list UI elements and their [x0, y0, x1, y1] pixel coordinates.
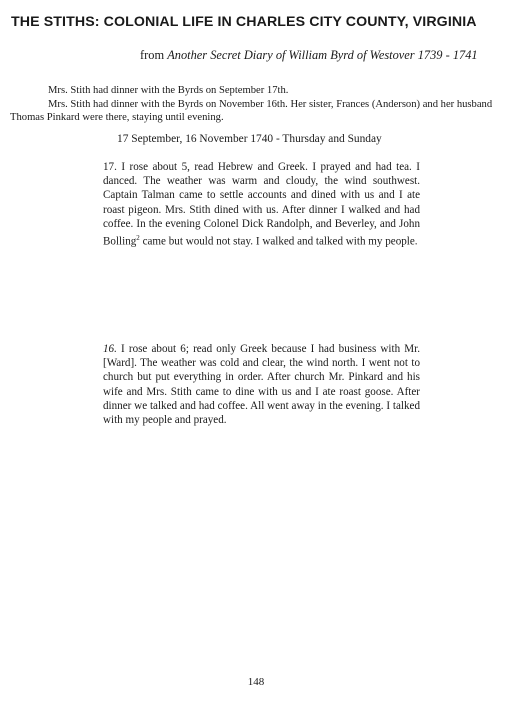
intro-notes	[10, 84, 500, 125]
source-work-title: Another Secret Diary of William Byrd of Westover 1739 - 1741	[167, 48, 478, 62]
footnote-marker: 2	[136, 234, 140, 243]
intro-paragraph: Mrs. Stith had dinner with the Byrds on September 17th.	[48, 85, 289, 96]
intro-paragraph: Mrs. Stith had dinner with the Byrds on November 16th. Her sister, Frances (Anderson) and her husband Thomas Pinkard were there, staying until evening.	[10, 98, 493, 124]
entry-text-continued: came but would not stay. I walked and talked with my people.	[139, 235, 418, 248]
page-title: THE STITHS: COLONIAL LIFE IN CHARLES CITY COUNTY, VIRGINIA	[11, 14, 477, 30]
entry-day-number: 17.	[103, 161, 117, 173]
date-heading: 17 September, 16 November 1740 - Thursday and Sunday	[117, 133, 382, 145]
page-number: 148	[247, 676, 265, 688]
entry-day-number: 16.	[103, 343, 117, 355]
diary-entry	[103, 342, 420, 427]
source-prefix: from	[140, 48, 165, 62]
source-line	[140, 48, 478, 63]
diary-entry	[103, 160, 420, 249]
entry-text: I rose about 5, read Hebrew and Greek. I prayed and had tea. I danced. The weather was warm and cloudy, the wind southwest. Captain Talman came to settle accounts and dined with us and I ate roast pigeon. Mrs. Stith dined with us. After dinner I walked and had coffee. In the evening Colonel Dick Randolph, and Beverley, and John Bolling	[103, 161, 420, 248]
entry-text: I rose about 6; read only Greek because I had business with Mr. [Ward]. The weather was cold and clear, the wind north. I went not to church but put everything in order. After church Mr. Pinkard and his wife and Mrs. Stith came to dine with us and I ate roast goose. After dinner we talked and had coffee. All went away in the evening. I talked with my people and prayed.	[103, 343, 420, 427]
